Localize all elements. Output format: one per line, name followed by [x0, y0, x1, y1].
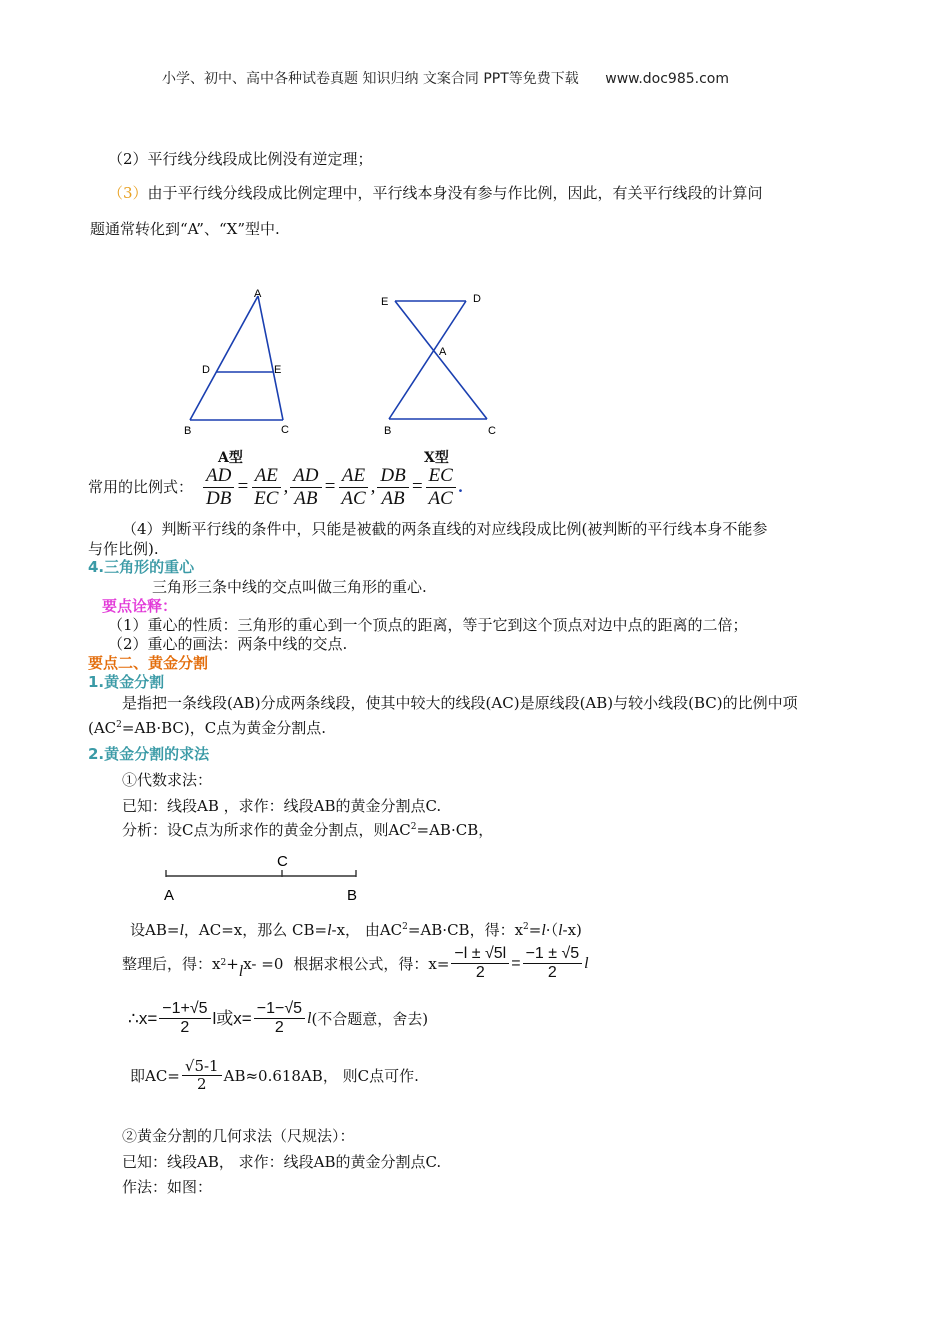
ji-a: 即AC=: [130, 1066, 180, 1085]
fig-a-label-c: C: [281, 424, 289, 436]
method-1-title: ①代数求法：: [122, 771, 213, 789]
fig-x-label-c: C: [488, 425, 496, 437]
fig-x-label-e: E: [381, 296, 389, 308]
ratio-f4-num: AE: [339, 465, 368, 488]
ratio-frac-1: [203, 465, 234, 510]
known-2: 已知：线段AB， 求作：线段AB的黄金分割点C.: [122, 1153, 442, 1171]
ji-line: [130, 1058, 419, 1094]
solution-line: [128, 1000, 428, 1038]
setup-sup-2: 2: [523, 922, 529, 932]
para-4-line-2: 与作比例).: [88, 540, 159, 558]
ratio-f1-den: DB: [206, 487, 232, 509]
ratio-f2-num: AE: [252, 465, 281, 488]
ji-frac: [182, 1058, 222, 1094]
ratio-f1-num: AD: [203, 465, 234, 488]
ratio-comma-2: ,: [370, 475, 376, 497]
analysis-sup: 2: [410, 822, 417, 832]
ratio-formulas: [88, 465, 463, 510]
section-4-title: 4.三角形的重心: [88, 558, 195, 576]
setup-d: =AB·CB，得：x: [407, 921, 524, 939]
setup-c: -x， 由AC: [331, 921, 403, 939]
fig-x-line-ec: [395, 301, 487, 419]
solution-f1-den: 2: [180, 1019, 190, 1037]
fig-x-label-b: B: [384, 425, 392, 437]
arrange-l: l: [238, 963, 244, 981]
fig-a-label-d: D: [202, 364, 210, 376]
arrange-sup: 2: [220, 958, 227, 969]
note-2: （2）重心的画法：两条中线的交点.: [108, 635, 348, 653]
golden-section-2-title: 2.黄金分割的求法: [88, 745, 210, 763]
ratio-frac-2: [251, 465, 281, 510]
method-2-title: ②黄金分割的几何求法（尺规法）：: [122, 1127, 355, 1145]
setup-sup-1: 2: [402, 922, 408, 932]
setup-e: =: [528, 921, 542, 939]
solution-or: l或x=: [212, 1008, 252, 1028]
ratio-f6-num: EC: [426, 465, 456, 488]
known-1: 已知：线段AB ，求作：线段AB的黄金分割点C.: [122, 797, 442, 815]
ratio-comma-1: ,: [283, 475, 289, 497]
arrange-f2-num: −1 ± √5: [523, 945, 583, 964]
figure-x-type: [375, 285, 505, 440]
ratio-frac-6: [426, 465, 456, 510]
para-3-cont: 题通常转化到“A”、“X”型中.: [90, 220, 280, 238]
ratio-eq-1: =: [236, 475, 250, 497]
fig-a-label-e: E: [274, 364, 282, 376]
analysis-a: 分析：设C点为所求作的黄金分割点，则AC: [122, 821, 411, 839]
header-site: www.doc985.com: [605, 71, 729, 87]
solution-l: l: [307, 1010, 312, 1028]
ratio-frac-4: [338, 465, 368, 510]
fig-a-caption: A型: [218, 450, 243, 466]
ratio-f6-den: AC: [428, 487, 453, 509]
golden-section-1-title: 1.黄金分割: [88, 673, 165, 691]
fig-a-label-a: A: [254, 288, 262, 300]
fig-x-line-db: [389, 301, 466, 419]
analysis: [122, 821, 493, 839]
fig-x-caption: X型: [424, 450, 449, 466]
solution-f1-num: −1+√5: [159, 1000, 210, 1019]
solution-frac-1: [159, 1000, 210, 1038]
setup-b: ，AC=x，那么 CB=: [183, 921, 328, 939]
method-steps: 作法：如图：: [122, 1178, 213, 1196]
setup-line: [130, 921, 582, 940]
segment-label-c: C: [277, 853, 288, 870]
note-1: （1）重心的性质：三角形的重心到一个顶点的距离，等于它到这个顶点对边中点的距离的二倍；: [108, 616, 748, 634]
golden-def-line-1: 是指把一条线段(AB)分成两条线段，使其中较大的线段(AC)是原线段(AB)与较小线段(BC)的比例中项: [122, 694, 798, 712]
setup-l-4: l: [558, 922, 563, 939]
ji-den: 2: [196, 1075, 207, 1094]
setup-a: 设AB=: [130, 921, 180, 939]
golden-def-2a: (AC: [88, 719, 117, 737]
ratio-frac-3: [290, 465, 321, 510]
setup-f: ·（: [545, 921, 559, 939]
arrange-line: [122, 945, 589, 983]
setup-g: -x): [562, 921, 582, 939]
ratio-f5-num: DB: [377, 465, 408, 488]
setup-l-3: l: [541, 922, 546, 939]
solution-frac-2: [254, 1000, 305, 1038]
fig-x-label-a: A: [439, 346, 447, 358]
arrange-f1-num: −l ± √5l: [451, 945, 509, 964]
ji-num: √5-1: [182, 1058, 222, 1076]
part-2-title: 要点二、黄金分割: [88, 654, 209, 672]
ratio-f3-num: AD: [290, 465, 321, 488]
para-2: （2）平行线分线段成比例没有逆定理；: [108, 150, 373, 168]
solution-tail: (不合题意，舍去): [311, 1009, 429, 1028]
segment-label-a: A: [164, 887, 175, 904]
figure-a-type: [180, 285, 300, 440]
ratio-end: .: [457, 478, 464, 497]
header-text: 小学、初中、高中各种试卷真题 知识归纳 文案合同 PPT等免费下载: [162, 71, 579, 87]
arrange-f2-den: 2: [547, 964, 557, 982]
section-4-text: 三角形三条中线的交点叫做三角形的重心.: [152, 578, 427, 596]
solution-a: ∴x=: [128, 1008, 158, 1028]
solution-f2-den: 2: [274, 1019, 284, 1037]
page-header: [162, 71, 729, 88]
ratio-f4-den: AC: [341, 487, 366, 509]
arrange-eq: =: [511, 955, 521, 973]
setup-l-1: l: [179, 922, 184, 939]
arrange-b: +: [226, 954, 239, 973]
segment-figure: [160, 850, 370, 908]
arrange-frac-1: [451, 945, 509, 983]
ji-b: AB≈0.618AB， 则C点可作.: [223, 1066, 419, 1085]
para-4-line-1: （4）判断平行线的条件中，只能是被截的两条直线的对应线段成比例(被判断的平行线本身不能参: [122, 520, 768, 538]
arrange-d: 根据求根公式，得：x=: [293, 954, 450, 973]
setup-l-2: l: [327, 922, 332, 939]
ratio-lead: 常用的比例式：: [88, 478, 194, 497]
arrange-a: 整理后，得：x: [122, 954, 221, 973]
arrange-frac-2: [523, 945, 583, 983]
golden-def-2-sup: 2: [116, 720, 122, 730]
golden-def-2b: =AB·BC)，C点为黄金分割点.: [121, 719, 326, 737]
ratio-eq-2: =: [323, 475, 337, 497]
golden-def-line-2: [88, 719, 326, 737]
ratio-f5-den: AB: [381, 487, 405, 509]
para-3: [108, 184, 763, 202]
ratio-f2-den: EC: [254, 487, 279, 509]
analysis-b: =AB·CB，: [416, 821, 494, 839]
arrange-f1-den: 2: [475, 964, 485, 982]
arrange-c: x- =0: [243, 954, 284, 973]
solution-f2-num: −1−√5: [254, 1000, 305, 1019]
segment-label-b: B: [347, 887, 358, 904]
fig-a-label-b: B: [184, 425, 192, 437]
para-3-text: 由于平行线分线段成比例定理中，平行线本身没有参与作比例，因此，有关平行线段的计算问: [147, 184, 763, 202]
para-3-number: （3）: [108, 184, 148, 202]
ratio-eq-3: =: [410, 475, 424, 497]
note-title: 要点诠释：: [102, 597, 178, 615]
ratio-frac-5: [377, 465, 408, 510]
ratio-f3-den: AB: [294, 487, 318, 509]
arrange-l-2: l: [584, 955, 589, 973]
fig-x-label-d: D: [473, 293, 481, 305]
fig-a-side-ab: [190, 296, 258, 420]
fig-a-side-ac: [258, 296, 283, 420]
